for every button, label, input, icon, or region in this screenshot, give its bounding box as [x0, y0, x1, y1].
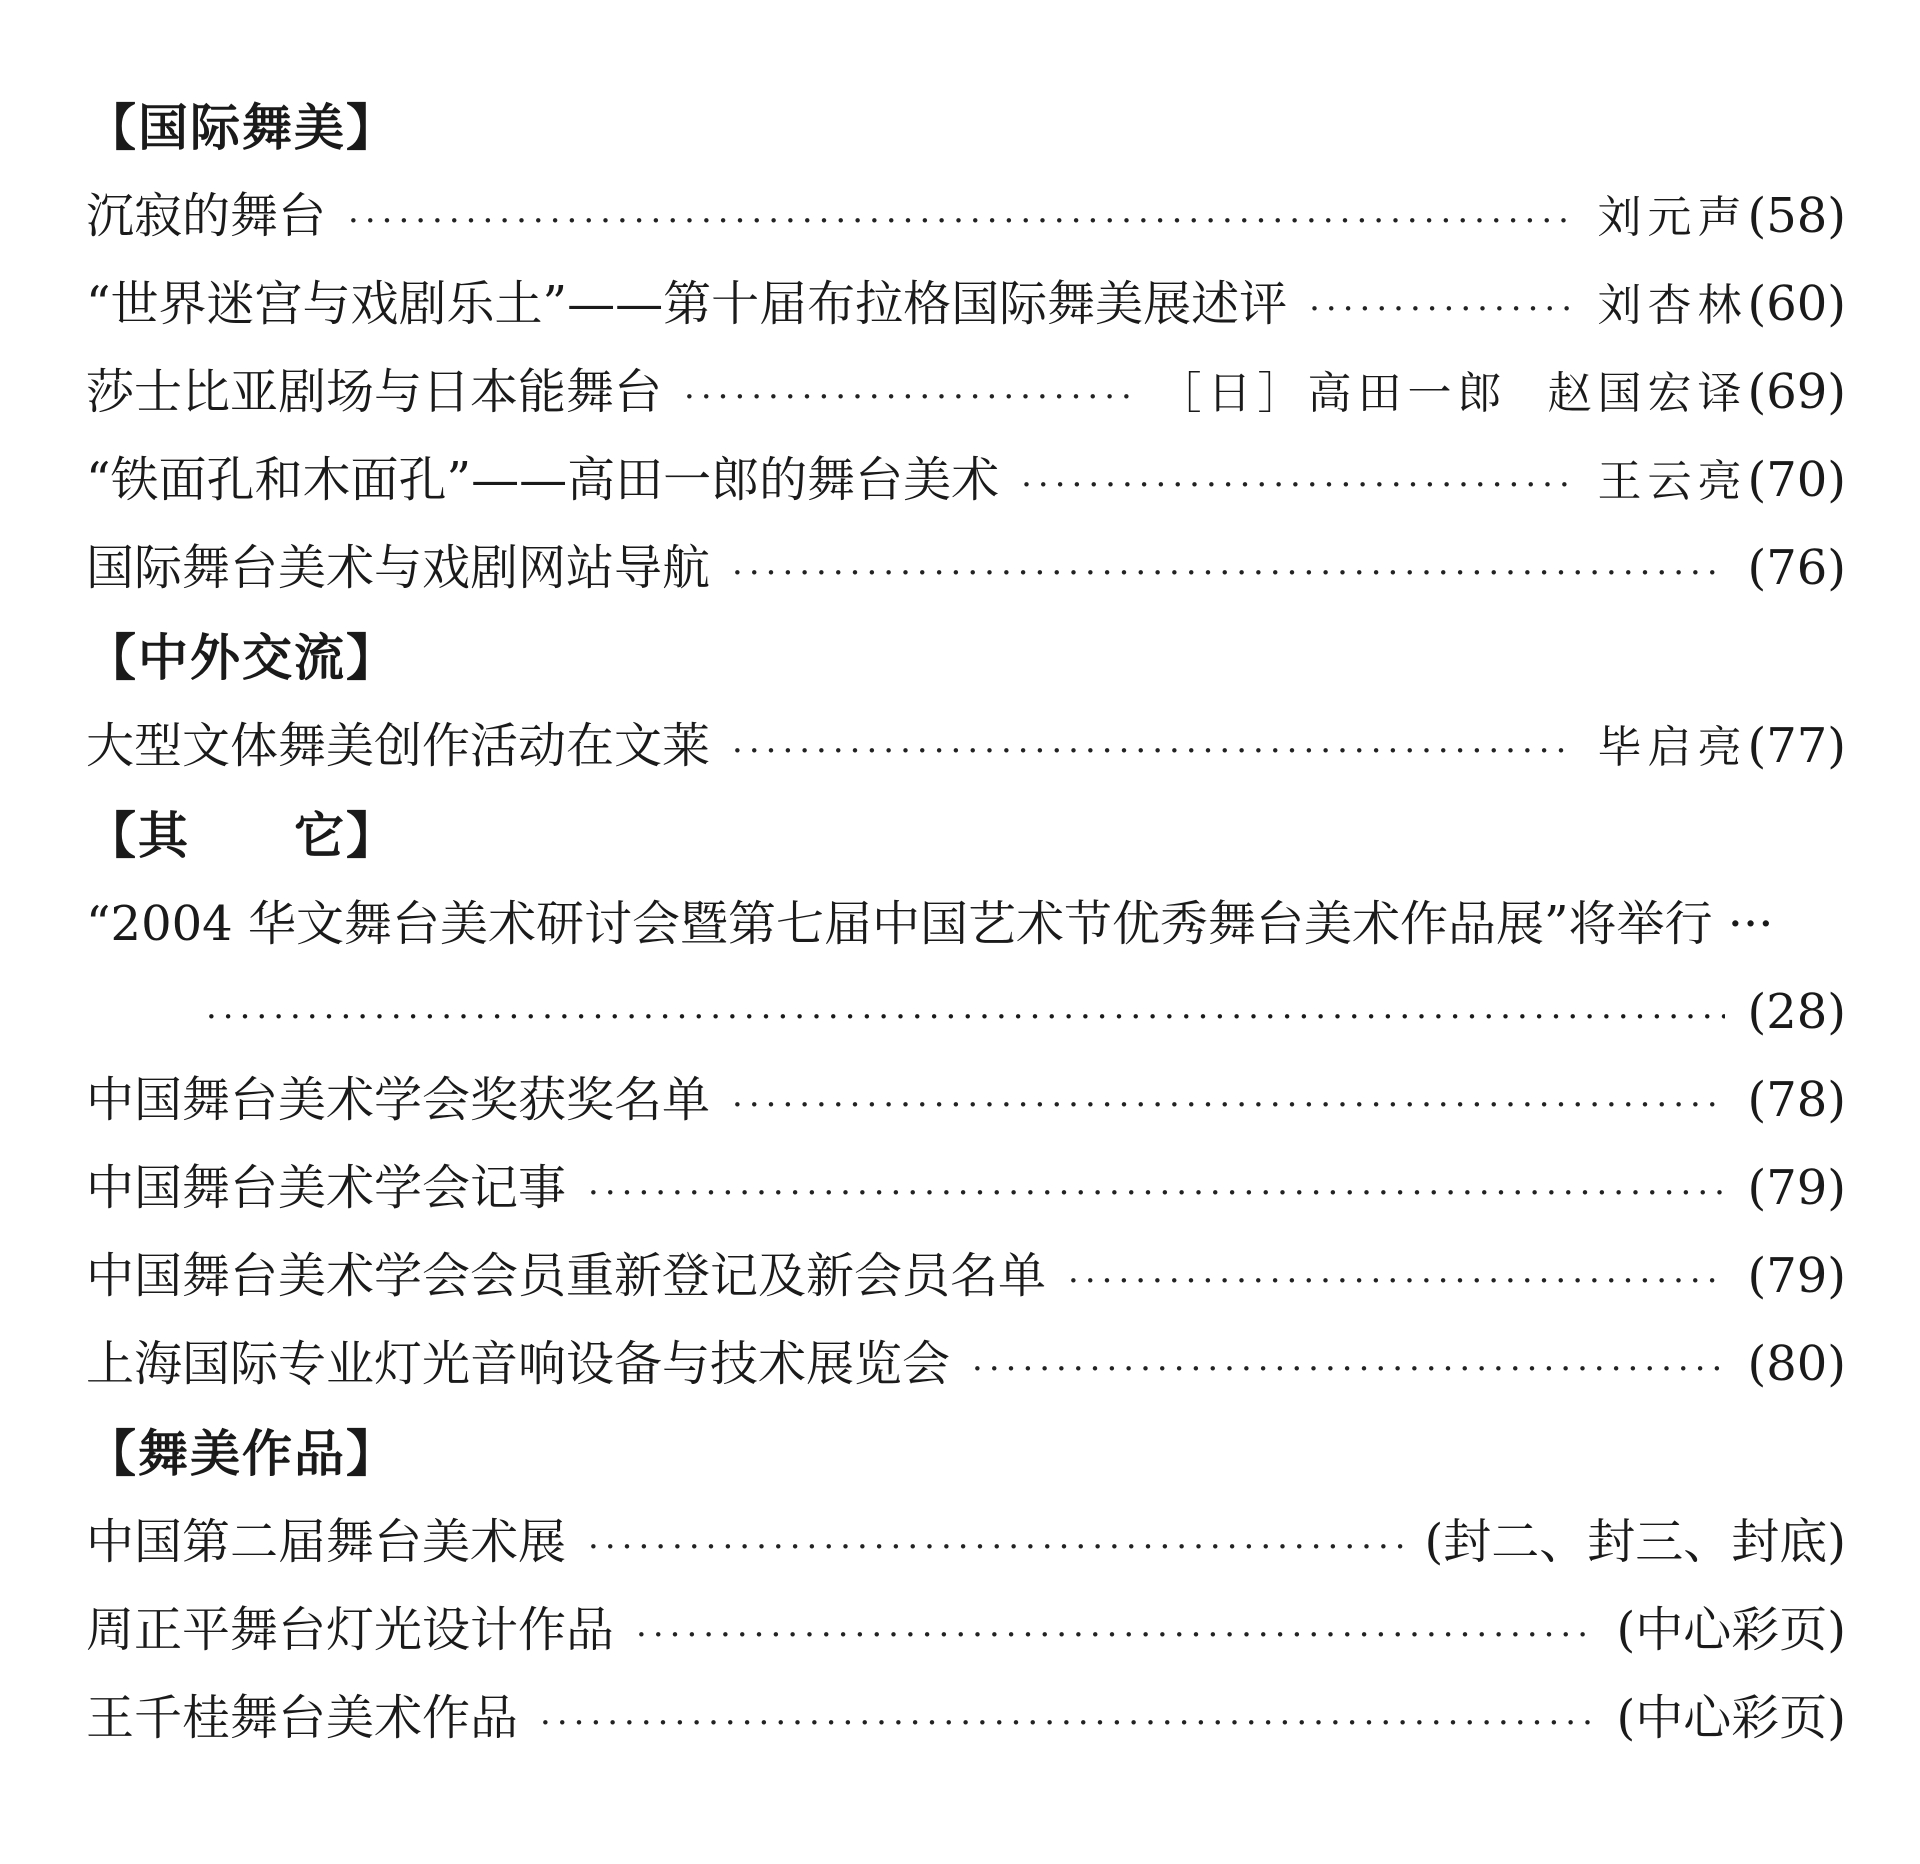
- entry-page: (封二、封三、封底): [1424, 1514, 1846, 1570]
- entry-title: 上海国际专业灯光音响设备与技术展览会: [86, 1336, 951, 1392]
- table-of-contents: [86, 92, 1846, 1762]
- dot-leader: [732, 529, 1725, 617]
- toc-entry[interactable]: [86, 1056, 1846, 1144]
- entry-page: (58): [1747, 188, 1846, 244]
- dot-leader: [588, 1503, 1403, 1591]
- entry-page: (78): [1747, 1072, 1846, 1128]
- entry-author: ［日］高田一郎 赵国宏译: [1157, 368, 1748, 419]
- dot-leader: [1021, 441, 1575, 529]
- toc-entry[interactable]: [86, 172, 1846, 260]
- entry-page: (中心彩页): [1616, 1690, 1846, 1746]
- entry-author: 刘杏林: [1597, 280, 1748, 331]
- entry-page: (69): [1747, 364, 1846, 420]
- entry-page: (中心彩页): [1616, 1602, 1846, 1658]
- dot-leader: [636, 1591, 1595, 1679]
- entry-author: 毕启亮: [1597, 722, 1748, 773]
- entry-page: (79): [1747, 1160, 1846, 1216]
- toc-entry[interactable]: [86, 348, 1846, 436]
- dot-leader: [732, 1061, 1725, 1149]
- toc-entry[interactable]: [86, 524, 1846, 612]
- entry-page: (80): [1747, 1336, 1846, 1392]
- toc-entry[interactable]: [86, 1144, 1846, 1232]
- dot-leader: [588, 1149, 1725, 1237]
- dot-leader: [540, 1679, 1595, 1767]
- dot-leader: [1068, 1237, 1725, 1325]
- dot-leader: [1309, 265, 1575, 353]
- entry-title: 王千桂舞台美术作品: [86, 1690, 519, 1746]
- dot-leader: [206, 973, 1725, 1061]
- entry-page: (77): [1747, 718, 1846, 774]
- toc-entry[interactable]: [86, 260, 1846, 348]
- entry-page: (60): [1747, 276, 1846, 332]
- entry-page: (79): [1747, 1248, 1846, 1304]
- entry-page: (70): [1747, 452, 1846, 508]
- entry-title: 沉寂的舞台: [86, 188, 327, 244]
- toc-entry[interactable]: [86, 1586, 1846, 1674]
- entry-title: 国际舞台美术与戏剧网站导航: [86, 540, 711, 596]
- entry-page: (76): [1747, 540, 1846, 596]
- dot-leader: [972, 1325, 1725, 1413]
- section-heading-works: 【舞美作品】: [86, 1425, 398, 1483]
- entry-title: “世界迷宫与戏剧乐土”——第十届布拉格国际舞美展述评: [86, 276, 1288, 332]
- entry-continuation: [86, 968, 1846, 1056]
- entry-title: 中国舞台美术学会奖获奖名单: [86, 1072, 711, 1128]
- section-heading-others: 【其 它】: [86, 807, 398, 865]
- dot-leader: [684, 353, 1135, 441]
- entry-title: “铁面孔和木面孔”——高田一郎的舞台美术: [86, 452, 1000, 508]
- toc-entry[interactable]: [86, 702, 1846, 790]
- section-heading-international: 【国际舞美】: [86, 99, 398, 157]
- entry-title: 周正平舞台灯光设计作品: [86, 1602, 615, 1658]
- toc-entry-long[interactable]: [86, 880, 1846, 1056]
- entry-author: 刘元声: [1597, 192, 1748, 243]
- toc-entry[interactable]: [86, 1232, 1846, 1320]
- entry-title: 大型文体舞美创作活动在文莱: [86, 718, 711, 774]
- entry-title: 中国舞台美术学会记事: [86, 1160, 567, 1216]
- entry-page: (28): [1747, 984, 1846, 1040]
- entry-title: “2004 华文舞台美术研讨会暨第七届中国艺术节优秀舞台美术作品展”将举行 ···: [86, 896, 1774, 952]
- toc-entry[interactable]: [86, 436, 1846, 524]
- toc-entry[interactable]: [86, 1498, 1846, 1586]
- section-heading-exchange: 【中外交流】: [86, 629, 398, 687]
- entry-author: 王云亮: [1597, 456, 1748, 507]
- entry-title: 中国舞台美术学会会员重新登记及新会员名单: [86, 1248, 1047, 1304]
- dot-leader: [732, 707, 1575, 795]
- entry-title: 莎士比亚剧场与日本能舞台: [86, 364, 663, 420]
- toc-entry[interactable]: [86, 1674, 1846, 1762]
- toc-entry[interactable]: [86, 1320, 1846, 1408]
- dot-leader: [348, 177, 1575, 265]
- entry-title: 中国第二届舞台美术展: [86, 1514, 567, 1570]
